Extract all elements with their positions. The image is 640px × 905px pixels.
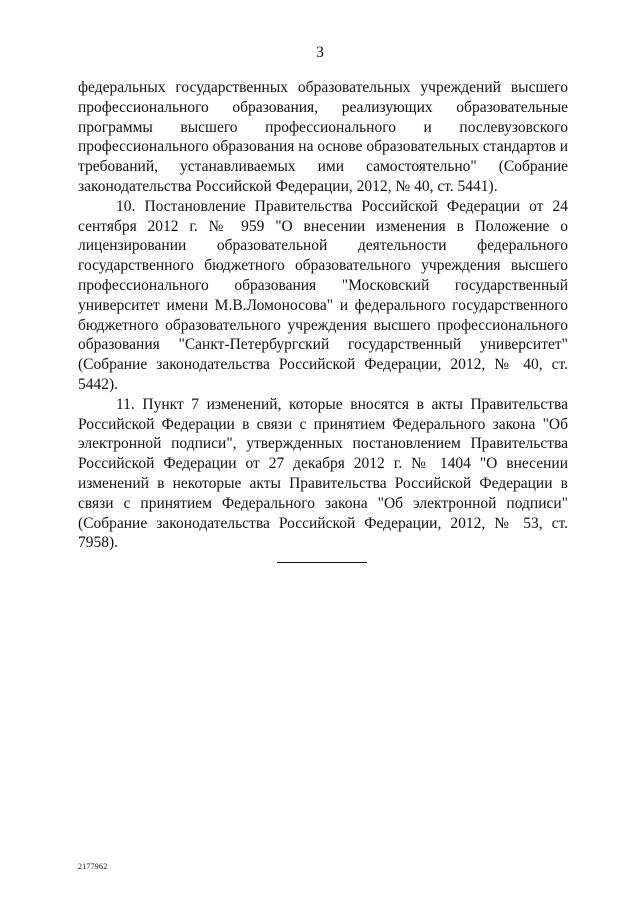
closing-divider <box>277 562 367 563</box>
page-number: 3 <box>316 44 324 61</box>
paragraph-item-10: 10. Постановление Правительства Российской Федерации от 24 сентября 2012 г. № 959 "О внесении изменения в Положение о лицензировании образовательной деятельности федерального государственного бюджетного образовательного учреждения высшего профессионального образования "Московский государственный университет имени М.В.Ломоносова" и федерального государственного бюджетного образовательного учреждения высшего профессионального образования "Санкт-Петербургский государственный университет" (Собрание законодательства Российской Федерации, 2012, № 40, ст. 5442). <box>78 197 568 393</box>
paragraph-item-11: 11. Пункт 7 изменений, которые вносятся в акты Правительства Российской Федерации в связи с принятием Федерального закона "Об электронной подписи", утвержденных постановлением Правительства Российской Федерации от 27 декабря 2012 г. № 1404 "О внесении изменений в некоторые акты Правительства Российской Федерации в связи с принятием Федерального закона "Об электронной подписи" (Собрание законодательства Российской Федерации, 2012, № 53, ст. 7958). <box>78 395 568 552</box>
document-id: 2177962 <box>78 862 108 871</box>
document-body <box>78 78 568 553</box>
paragraph-continuation: федеральных государственных образовательных учреждений высшего профессионального образования, реализующих образовательные программы высшего профессионального и послевузовского профессионального образования на основе образовательных стандартов и требований, устанавливаемых ими самостоятельно" (Собрание законодательства Российской Федерации, 2012, № 40, ст. 5441). <box>78 79 568 195</box>
